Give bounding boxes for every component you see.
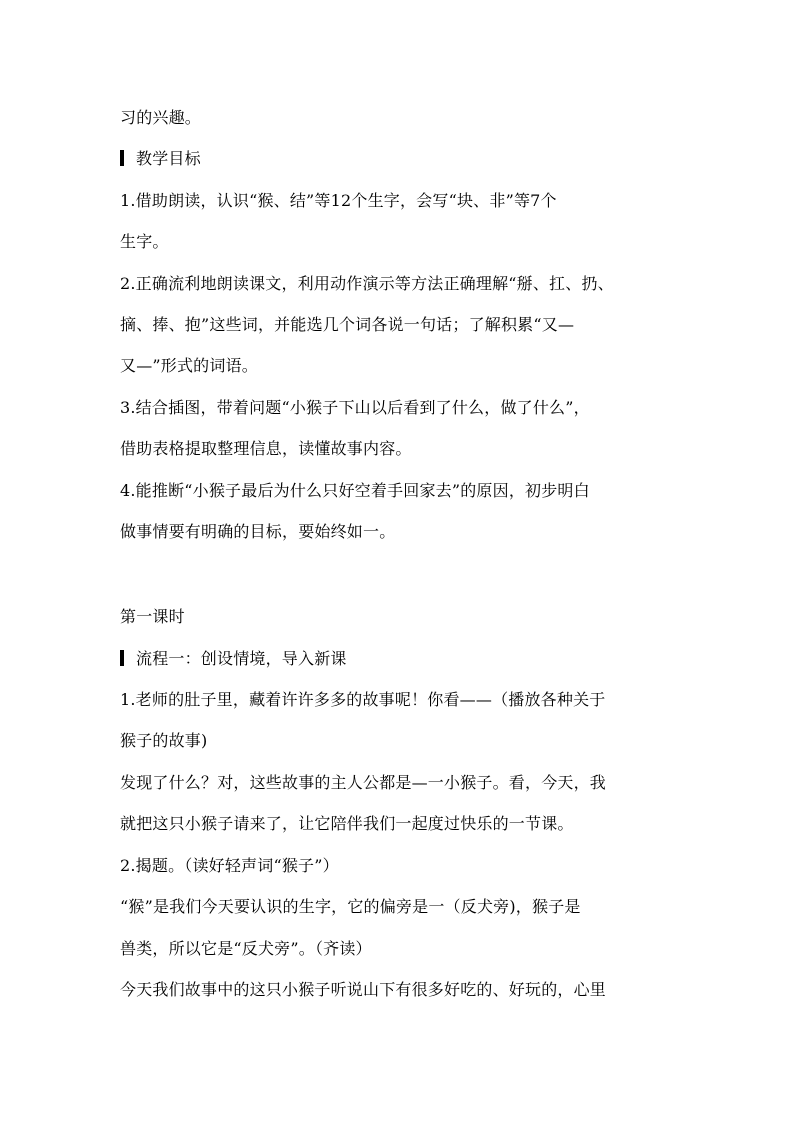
lesson-title: 第一课时 <box>120 607 185 626</box>
heading-bar-icon <box>120 650 124 666</box>
heading-text: 教学目标 <box>136 149 201 168</box>
text-line: 4.能推断“小猴子最后为什么只好空着手回家去”的原因，初步明白 <box>120 481 590 500</box>
text-line: 摘、捧、抱”这些词，并能选几个词各说一句话；了解积累“又— <box>120 315 575 334</box>
heading-text: 流程一：创设情境，导入新课 <box>136 649 347 668</box>
text-line: 发现了什么？对，这些故事的主人公都是—一小猴子。看，今天，我 <box>120 773 607 792</box>
text-line: 1.老师的肚子里，藏着许许多多的故事呢！你看——（播放各种关于 <box>120 690 606 709</box>
text-line: 3.结合插图，带着问题“小猴子下山以后看到了什么，做了什么”， <box>120 398 590 417</box>
text-line: 猴子的故事) <box>120 731 208 750</box>
text-line: 又—”形式的词语。 <box>120 356 258 375</box>
text-line: 习的兴趣。 <box>120 108 202 127</box>
text-line: 兽类，所以它是“反犬旁”。（齐读） <box>120 939 372 958</box>
text-line: 1.借助朗读，认识“猴、结”等12个生字，会写“块、非”等7个 <box>120 191 557 210</box>
section-heading <box>120 649 680 669</box>
heading-bar-icon <box>120 150 124 166</box>
text-line: 做事情要有明确的目标，要始终如一。 <box>120 522 396 541</box>
text-line: 借助表格提取整理信息，读懂故事内容。 <box>120 439 412 458</box>
text-line: 2.揭题。（读好轻声词“猴子”） <box>120 856 339 875</box>
text-line: 生字。 <box>120 232 169 251</box>
text-line: 2.正确流利地朗读课文，利用动作演示等方法正确理解“掰、扛、扔、 <box>120 274 614 293</box>
text-line: 就把这只小猴子请来了，让它陪伴我们一起度过快乐的一节课。 <box>120 814 574 833</box>
text-line: 今天我们故事中的这只小猴子听说山下有很多好吃的、好玩的，心里 <box>120 980 607 999</box>
text-line: “猴”是我们今天要认识的生字，它的偏旁是一（反犬旁)，猴子是 <box>120 897 581 916</box>
section-heading <box>120 149 680 169</box>
